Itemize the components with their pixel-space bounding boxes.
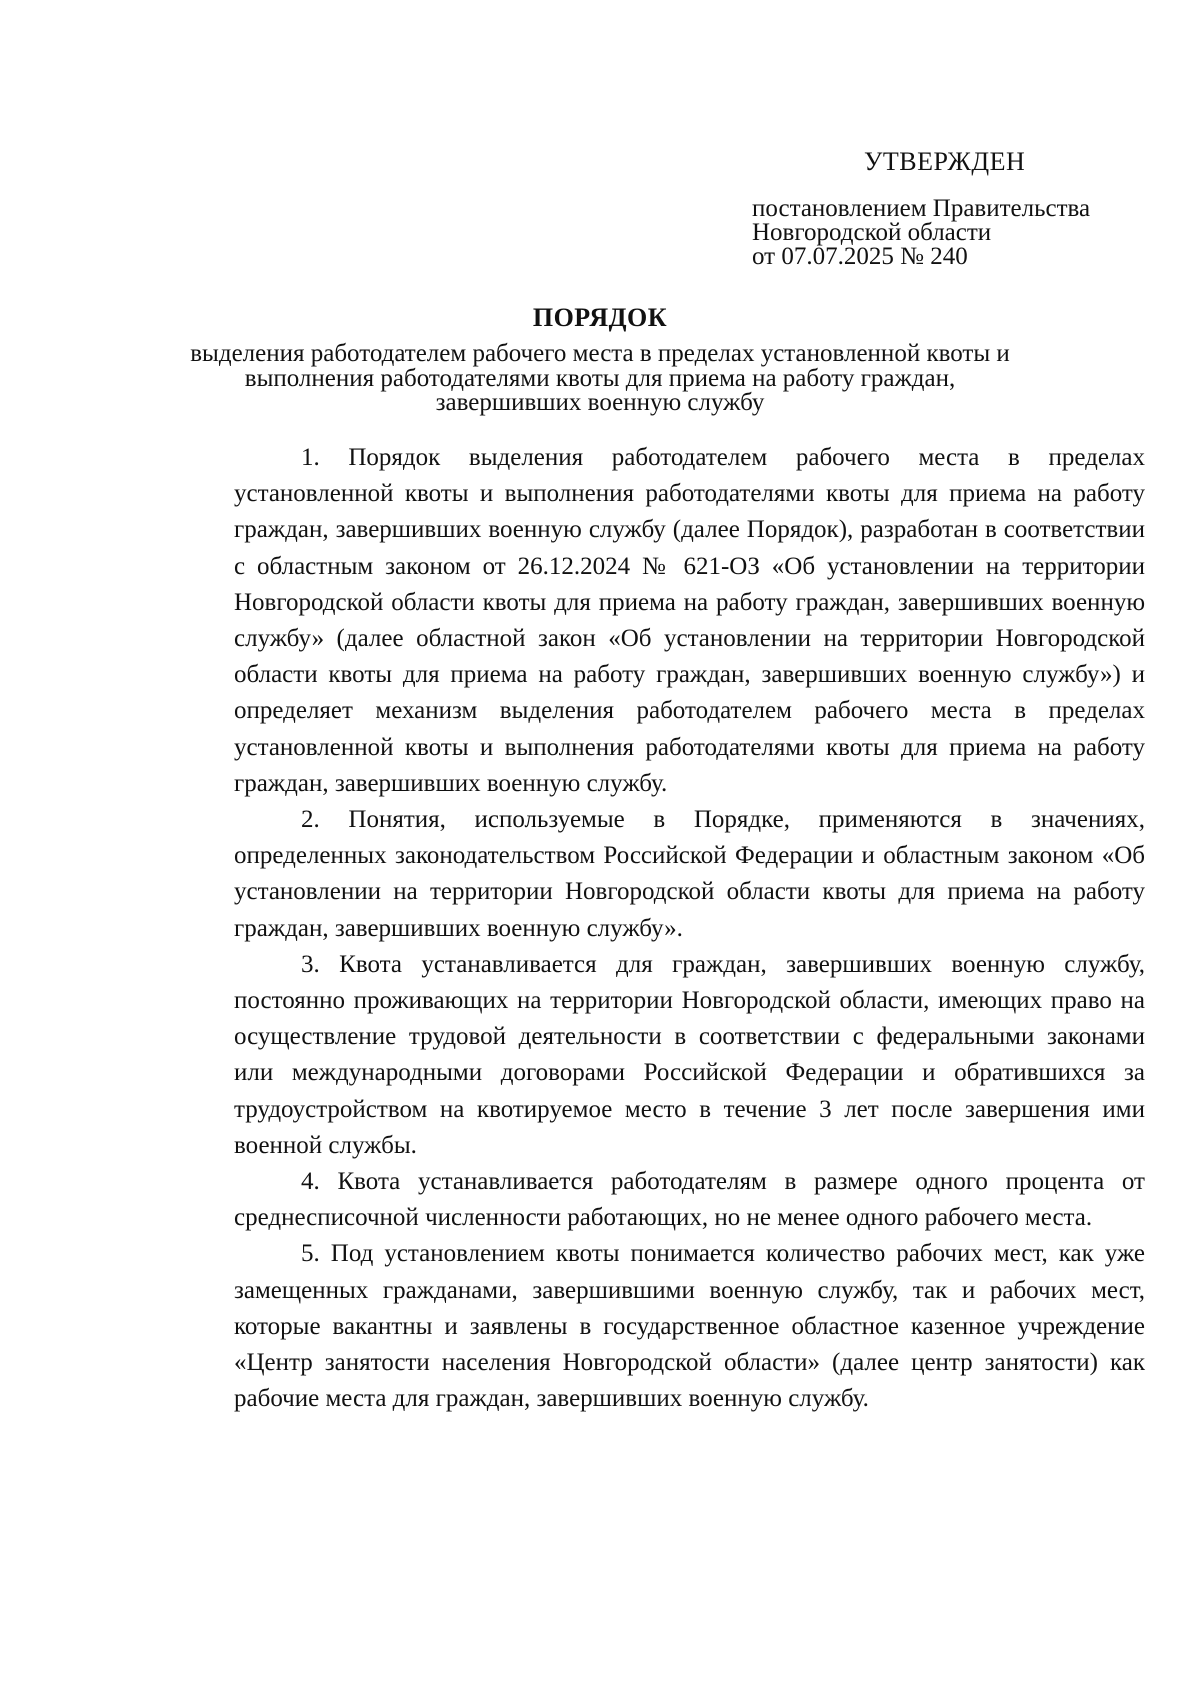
approval-line-1: постановлением Правительства xyxy=(752,194,1091,222)
subtitle-line-2: выполнения работодателями квоты для приема на работу граждан, xyxy=(244,364,956,392)
subtitle-line-3: завершивших военную службу xyxy=(435,389,765,416)
approval-title: УТВЕРЖДЕН xyxy=(864,147,1026,176)
paragraph-5: 5. Под установлением квоты понимается количество рабочих мест, как уже замещенных гражданами, завершившими военную службу, так и рабочих мест, которые вакантны и заявлены в государственное областное казенное учреждение «Центр занятости населения Новгородской области» (далее центр занятости) как рабочие места для граждан, завершивших военную службу. xyxy=(234,1240,1145,1413)
approval-line-3: от 07.07.2025 № 240 xyxy=(752,242,968,270)
document-subtitle xyxy=(0,342,1200,416)
document-body xyxy=(234,440,1145,1417)
document-title: ПОРЯДОК xyxy=(532,303,668,332)
approval-line-2: Новгородской области xyxy=(752,218,992,246)
subtitle-line-1: выделения работодателем рабочего места в пределах установленной квоты и xyxy=(190,340,1010,367)
paragraph-2: 2. Понятия, используемые в Порядке, применяются в значениях, определенных законодательством Российской Федерации и областным законом «Об установлении на территории Новгородской области квоты для приема на работу граждан, завершивших военную службу». xyxy=(234,806,1145,942)
paragraph-1: 1. Порядок выделения работодателем рабочего места в пределах установленной квоты и выполнения работодателями квоты для приема на работу граждан, завершивших военную службу (далее Порядок), разработан в соответствии с областным законом от 26.12.2024 № 621-ОЗ «Об установлении на территории Новгородской области квоты для приема на работу граждан, завершивших военную службу» (далее областной закон «Об установлении на территории Новгородской области квоты для приема на работу граждан, завершивших военную службу») и определяет механизм выделения работодателем рабочего места в пределах установленной квоты и выполнения работодателями квоты для приема на работу граждан, завершивших военную службу. xyxy=(234,444,1145,797)
paragraph-3: 3. Квота устанавливается для граждан, завершивших военную службу, постоянно проживающих на территории Новгородской области, имеющих право на осуществление трудовой деятельности в соответствии с федеральными законами или международными договорами Российской Федерации и обратившихся за трудоустройством на квотируемое место в течение 3 лет после завершения ими военной службы. xyxy=(234,950,1145,1159)
approval-stamp-block xyxy=(752,148,1152,269)
paragraph-4: 4. Квота устанавливается работодателям в размере одного процента от среднесписочной численности работающих, но не менее одного рабочего места. xyxy=(234,1168,1145,1232)
